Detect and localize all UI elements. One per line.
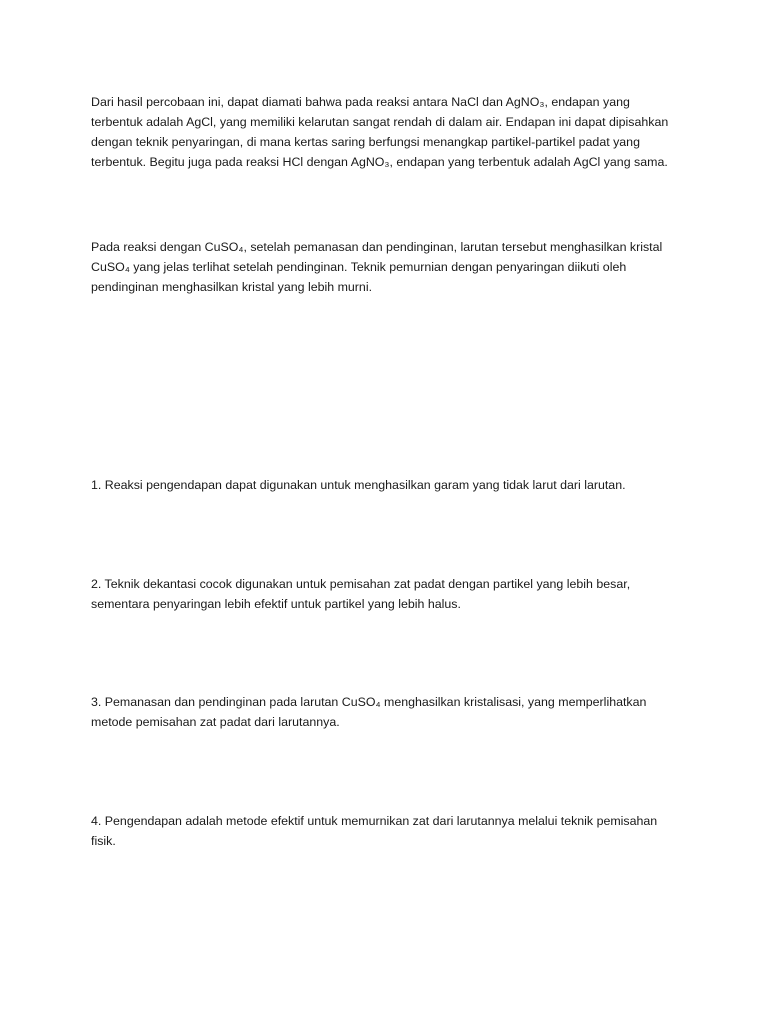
conclusion-item-4: 4. Pengendapan adalah metode efektif untuk memurnikan zat dari larutannya melalui teknik pemisahan fisik. bbox=[91, 814, 658, 848]
paragraph-observation-precipitate: Dari hasil percobaan ini, dapat diamati bahwa pada reaksi antara NaCl dan AgNO₃, endapan yang terbentuk adalah AgCl, yang memiliki kelarutan sangat rendah di dalam air. Endapan ini dapat dipisahkan dengan teknik penyaringan, di mana kertas saring berfungsi menangkap partikel-partikel padat yang terbentuk. Begitu juga pada reaksi HCl dengan AgNO₃, endapan yang terbentuk adalah AgCl yang sama. bbox=[91, 95, 669, 169]
conclusion-item-2: 2. Teknik dekantasi cocok digunakan untuk pemisahan zat padat dengan partikel yang lebih besar, sementara penyaringan lebih efektif untuk partikel yang lebih halus. bbox=[91, 577, 631, 611]
paragraph-observation-crystal: Pada reaksi dengan CuSO₄, setelah pemanasan dan pendinginan, larutan tersebut menghasilkan kristal CuSO₄ yang jelas terlihat setelah pendinginan. Teknik pemurnian dengan penyaringan diikuti oleh pendinginan menghasilkan kristal yang lebih murni. bbox=[91, 240, 663, 294]
conclusion-item-3: 3. Pemanasan dan pendinginan pada larutan CuSO₄ menghasilkan kristalisasi, yang memperlihatkan metode pemisahan zat padat dari larutannya. bbox=[91, 695, 647, 729]
conclusion-item-1: 1. Reaksi pengendapan dapat digunakan untuk menghasilkan garam yang tidak larut dari larutan. bbox=[91, 478, 626, 492]
